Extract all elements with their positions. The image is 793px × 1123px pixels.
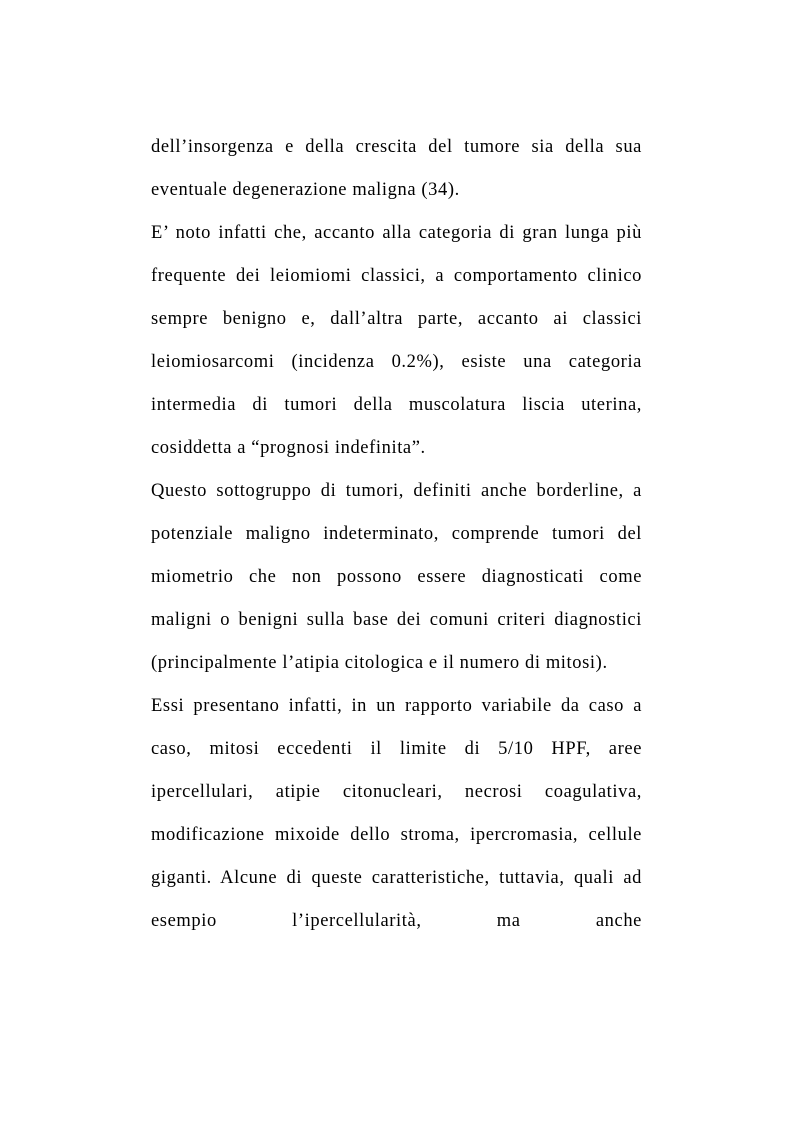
paragraph-1: dell’insorgenza e della crescita del tumore sia della sua eventuale degenerazione maligna (34). — [151, 137, 642, 200]
document-page — [151, 126, 642, 943]
paragraph-4: Essi presentano infatti, in un rapporto variabile da caso a caso, mitosi eccedenti il limite di 5/10 HPF, aree ipercellulari, atipie citonucleari, necrosi coagulativa, modificazione mixoide dello stroma, ipercromasia, cellule giganti. Alcune di queste caratteristiche, tuttavia, quali ad esempio l’ipercellularità, ma anche — [151, 696, 642, 931]
paragraph-3: Questo sottogruppo di tumori, definiti anche borderline, a potenziale maligno indeterminato, comprende tumori del miometrio che non possono essere diagnosticati come maligni o benigni sulla base dei comuni criteri diagnostici (principalmente l’atipia citologica e il numero di mitosi). — [151, 481, 642, 673]
paragraph-2: E’ noto infatti che, accanto alla categoria di gran lunga più frequente dei leiomiomi classici, a comportamento clinico sempre benigno e, dall’altra parte, accanto ai classici leiomiosarcomi (incidenza 0.2%), esiste una categoria intermedia di tumori della muscolatura liscia uterina, cosiddetta a “prognosi indefinita”. — [151, 223, 642, 458]
